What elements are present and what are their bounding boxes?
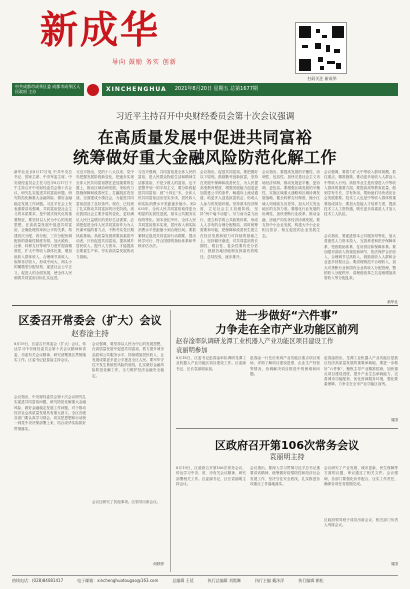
qr-code-icon: [295, 22, 347, 74]
section-divider: [12, 305, 398, 306]
article-3-column-3: 会议研究了产业发展、城市更新、民生保障等方面的议题，审议通过了相关文件。会议强调，各部门要强化协作配合，压实工作责任，确保各项任务按期完成。: [324, 466, 398, 486]
lead-byline: 新华社: [387, 300, 398, 304]
article-1-column-2: 会议强调，要坚持以人民为中心的发展思想，在高质量发展中促进共同富裕，着力提升城市品质和公共服务水平，持续增加居民收入，让发展成果更多更公平惠及全区人民。要牢牢守住不发生系统性风险的底线，扎实做好金融风险防范化解工作，全力维护经济金融安全稳定。: [92, 342, 164, 378]
article-2-title-line-1: 进一步做好“六件事”: [235, 309, 339, 322]
article-1-byline: 何婷婷: [153, 562, 164, 566]
article-2-column-3: 赵春淦指出，龙潭工业机器人产业功能区是我区经济高质量发展的重要承载地，要进一步做好“六件事”，聚焦主导产业精准招商，加快重点项目建设进度，提升产业生态承载能力，完善城市功能配套，优化营商服务环境，强化要素保障，力争走在全市产业功能区前列。: [324, 356, 398, 387]
lead-column-2: 习近平指出，党的十八大以来，党中央把握发展阶段新变化，把逐步实现全体人民共同富裕摆在更加重要的位置上，推动区域协调发展，采取有力措施保障和改善民生，打赢脱贫攻坚战，全面建成小康社会，为促进共同富裕创造了良好条件。现在，已经到了扎实推动共同富裕的历史阶段。适应我国社会主要矛盾的变化，更好满足人民日益增长的美好生活需要，必须把促进全体人民共同富裕作为为人民谋幸福的着力点，不断夯实党长期执政基础。高质量发展需要高素质劳动者，只有促进共同富裕，提高城乡居民收入，提升人力资本，才能提高全要素生产率，夯实高质量发展的动力基础。: [76, 170, 134, 259]
column-divider: [170, 310, 171, 572]
article-3-title: 区政府召开第106次常务会议: [215, 439, 359, 452]
qr-caption: 扫码关注 新成华: [307, 76, 337, 81]
article-2-byline: 周国: [390, 418, 398, 422]
article-2-title-line-2: 力争走在全市产业功能区前列: [215, 323, 359, 336]
masthead: [12, 8, 282, 83]
article-3-column-4: 区政府领导班子成员出席会议，相关部门负责人列席会议。: [324, 518, 398, 528]
lead-column-5: 会议指出，要提高发展的平衡性、协调性、包容性，加快完善社会主义市场经济体制，推动发展更平衡、更协调、更包容。要增强区域发展的平衡性，实施区域重大战略和区域协调发展战略，健全转移支付制度，缩小区域人均财政支出差异，加大对欠发达地区的支持力度。要强化行业发展的协调性，加快垄断行业改革，推动金融、房地产同实体经济协调发展。要支持中小企业发展，构建大中小企业相互依存、相互促进的企业发展生态。: [262, 170, 320, 238]
lead-column-3: 习近平强调，共同富裕是全体人民的富裕，是人民群众物质生活和精神生活都富裕，不是少数人的富裕，也不是整齐划一的平均主义，要分阶段促进共同富裕：到“十四五”末，全体人民共同富裕迈出坚实步伐，居民收入和实际消费水平差距逐步缩小。到2035年，全体人民共同富裕取得更为明显的实质性进展，基本公共服务实现均等化。到本世纪中叶，全体人民共同富裕基本实现，居民收入和实际消费水平差距缩小到合理区间。要抓紧制定促进共同富裕行动纲要，提出科学可行、符合国情的指标体系和考核评估办法。: [138, 170, 196, 249]
masthead-title: 新成华: [40, 7, 161, 52]
lead-column-6a: 会议强调，要着力扩大中等收入群体规模，抓住重点、精准施策，推动更多低收入人群迈入中等收入行列。高校毕业生是有望进入中等收入群体的重要方面，要提高高等教育质量，做到学有专长、学有所用，帮助他们尽快适应社会发展需要。技术工人也是中等收入群体的重要组成部分，要加大技能人才培养力度，提高技术工人工资待遇，吸引更多高素质人才加入技术工人队伍。: [324, 170, 396, 217]
footer-editor: 总编辑 王延: [172, 578, 194, 583]
article-2-subtitle: 赵春淦率队调研龙潭工业机器人产业功能区项目建设工作: [176, 338, 334, 345]
article-1-title: 区委召开常委会（扩大）会议: [18, 314, 162, 327]
article-1-column-1b: 会议指出，中央财经委员会第十次会议研究扎实促进共同富裕问题，研究防范化解重大金融风险、做好金融稳定发展工作问题，对于推动经济社会高质量发展具有重大意义。全区各级各部门要认真学习领会，切实把思想和行动统一到党中央决策部署上来，结合成华实际抓好贯彻落实。: [14, 395, 86, 431]
masthead-slogan: 导向 鼓励 务实 创新: [112, 59, 177, 66]
article-1-subtitle: 赵春淦主持: [71, 329, 109, 338]
article-1-column-1: 8月19日，区委召开常委会（扩大）会议，传达学习中央财经委员会第十次会议精神和省委、市委有关会议精神，研究部署我区贯彻落实工作。区委书记赵春淦主持会议。: [14, 342, 86, 362]
article-2-column-2: 赵春淦一行先后来到产业功能区重点项目现场，详细了解项目建设进度、企业生产经营等情况，协调解决项目推进中的困难和问题。: [250, 356, 320, 376]
footer-duty-editor: 执行主编 戴沐洋: [254, 578, 285, 583]
lead-headline-line-1: 在高质量发展中促进共同富裕: [97, 128, 313, 147]
lead-column-4: 会议指出，促进共同富裕，要把握好以下原则。鼓励勤劳创新致富，坚持在发展中保障和改善民生，为人民提高受教育程度、增强发展能力创造更加普惠公平的条件，畅通向上流动通道，给更多人创造致富机会，形成人人参与的发展环境。坚持基本经济制度，立足社会主义初级阶段，坚持“两个毫不动摇”。尽力而为量力而行，建立科学的公共政策体系，形成人人享有的合理分配格局，同时统筹需要和可能，把保障和改善民生建立在经济发展和财力可持续的基础之上。坚持循序渐进，对共同富裕的长期性、艰巨性、复杂性要有充分估计，鼓励各地因地制宜探索有效路径，总结经验，逐步推开。: [200, 170, 258, 259]
article-3-byline: 周国: [390, 562, 398, 566]
masthead-info-bar: [12, 83, 398, 96]
article-3-column-1: 8月19日，区政府召开第106次常务会议，传达学习中央、省、市有关会议精神，研究部署相关工作。区委副书记、区长袁丽明主持会议。: [176, 466, 246, 486]
pinyin-title: XINCHENGHUA: [102, 83, 171, 96]
footer-layout-editor: 执行编辑 朝松: [298, 578, 324, 583]
article-2-column-1: 8月18日，区委书记赵春淦率队调研龙潭工业机器人产业功能区项目建设工作。区委副书记、区长袁丽明参加。: [176, 356, 246, 371]
lead-column-6b: 会议指出，要促进基本公共服务均等化，加大普惠性人力资本投入，完善养老和医疗保障体系、兜底救助体系、住房供应和保障体系。要加强对高收入的规范和调节，依法保护合法收入，合理调节过高收入，鼓励高收入人群和企业更多回报社会。要清理规范不合理收入，加大对垄断行业和国有企业的收入分配管理，整顿收入分配秩序，清理借改革之名变相增加高管收入等分配乱象。: [324, 234, 396, 281]
footer-email: 电子邮箱：xinchenghuatougao@163.com: [77, 578, 159, 583]
article-3-subtitle: 袁丽明主持: [269, 453, 305, 461]
article-1-column-2b: 会议还研究了其他事项。区领导出席会议。: [92, 500, 161, 504]
footer-chief-editor: 执行总编辑 刘霞琳: [207, 578, 241, 583]
article-2-subtitle-2: 袁丽明参加: [176, 347, 208, 354]
panda-emblem-icon: [87, 84, 99, 96]
article-3-column-2: 会议指出，要深入学习贯彻习近平总书记重要讲话精神，统筹做好疫情防控和经济社会发展工作，坚决守住安全底线，扎实推进各项重点工作落地落实。: [250, 466, 320, 486]
article-divider: [176, 428, 398, 429]
lead-column-1: 新华社北京8月17日电 中共中央总书记、国家主席、中央军委主席、中央财经委员会主任习近平8月17日下午主持召开中央财经委员会第十次会议，研究扎实促进共同富裕问题，研究防范化解重大金融风险、做好金融稳定发展工作问题。习近平在会上发表重要讲话强调，共同富裕是社会主义的本质要求，是中国式现代化的重要特征，要坚持以人民为中心的发展思想，在高质量发展中促进共同富裕，正确处理效率和公平的关系，构建初次分配、再分配、三次分配协调配套的基础性制度安排，加大税收、社保、转移支付等调节力度并提高精准性，扩大中等收入群体比重，增加低收入群体收入，合理调节高收入，取缔非法收入，形成中间大、两头小的橄榄型分配结构，促进社会公平正义，促进人的全面发展，使全体人民朝着共同富裕目标扎实迈进。: [14, 170, 72, 280]
footer-hotline: 热线电话：(028)84081417: [12, 578, 64, 583]
lead-kicker: 习近平主持召开中央财经委员会第十次会议强调: [115, 112, 295, 122]
footer: [12, 575, 398, 584]
lead-headline-line-2: 统筹做好重大金融风险防范化解工作: [72, 148, 337, 167]
issue-info: 2021年8月20日 星期五 总第1677期: [171, 83, 398, 96]
publisher-label: 中共成都市成华区委 成都市成华区人民政府 主办: [12, 83, 84, 96]
